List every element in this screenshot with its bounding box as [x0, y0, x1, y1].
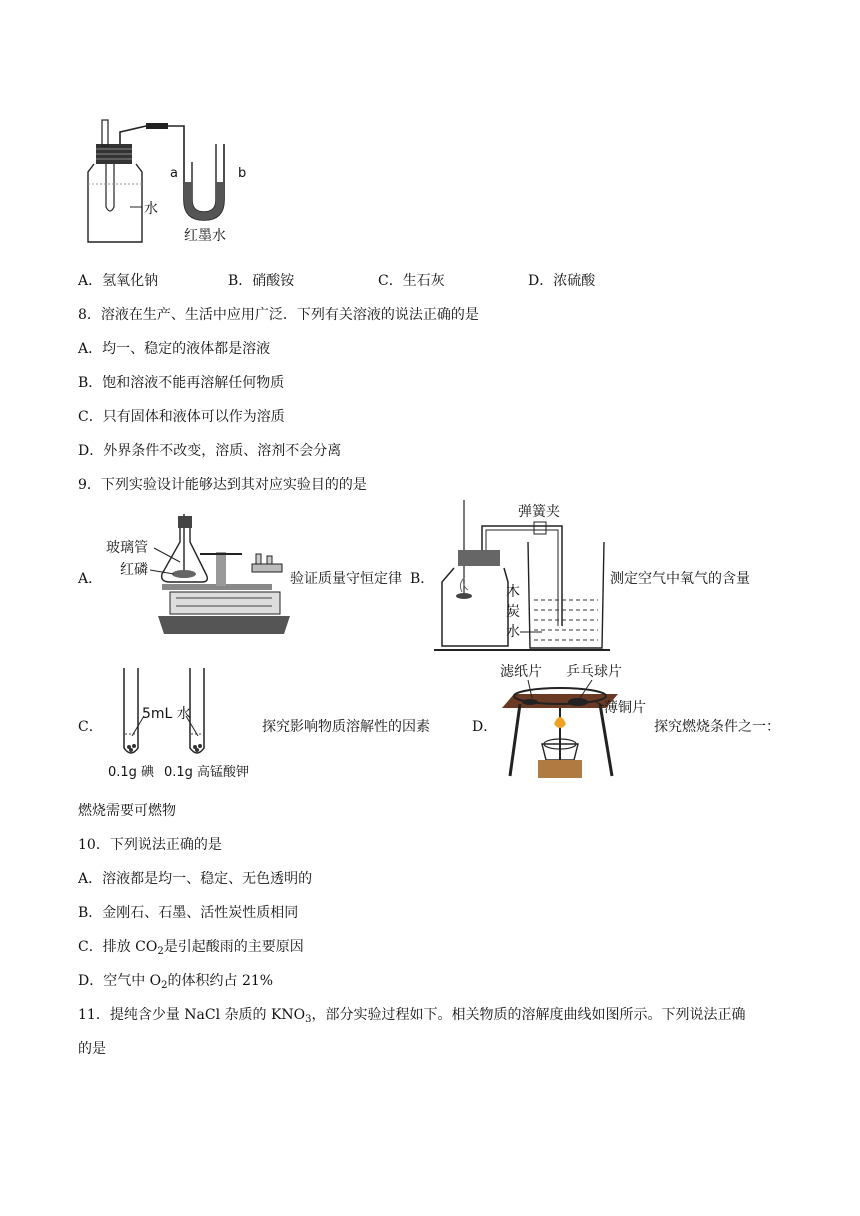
q9-balance-figure [104, 512, 290, 636]
q8-option-a: A．均一、稳定的液体都是溶液 [78, 341, 271, 357]
q9b-label-clip: 弹簧夹 [518, 504, 560, 520]
q9c-label-water: 5mL 水 [142, 706, 191, 722]
q9d-label-pingpong: 乒乓球片 [566, 664, 622, 680]
q11-stem: 11．提纯含少量 NaCl 杂质的 $KNO_3$，部分实验过程如下。相关物质的溶解度曲线如图所示。下列说法正确 [78, 1007, 746, 1025]
q9d-label-filter: 滤纸片 [500, 664, 542, 680]
q9c-label-iodine: 0.1g 碘 [108, 765, 155, 780]
q7-option-b: B．硝酸铵 [228, 273, 295, 289]
q7-label-water: 水 [144, 201, 158, 217]
q9-option-a-letter: A． [78, 571, 103, 587]
q9b-label-charcoal-2: 炭 [506, 604, 520, 620]
q9-option-a-desc: 验证质量守恒定律 [290, 571, 402, 587]
q9a-label-phosphorus: 红磷 [120, 562, 148, 578]
q9-option-b-desc: 测定空气中氧气的含量 [610, 571, 750, 587]
q9-option-d-desc: 探究燃烧条件之一： [654, 719, 780, 735]
q10-option-b: B．金刚石、石墨、活性炭性质相同 [78, 905, 299, 921]
q9d-label-copper: 薄铜片 [604, 700, 646, 716]
q9-oxygen-figure [434, 498, 610, 652]
q10-option-a: A．溶液都是均一、稳定、无色透明的 [78, 871, 313, 887]
q7-option-a: A．氢氧化钠 [78, 273, 159, 289]
q10-stem: 10．下列说法正确的是 [78, 837, 222, 853]
q7-apparatus-figure [80, 112, 260, 247]
q10-option-d: D．空气中 $O_2$的体积约占 21% [78, 973, 274, 991]
q7-label-b: b [238, 166, 247, 181]
q7-label-a: a [170, 166, 178, 181]
q8-option-d: D．外界条件不改变，溶质、溶剂不会分离 [78, 443, 342, 459]
q8-option-c: C．只有固体和液体可以作为溶质 [78, 409, 285, 425]
q9-combustion-figure [500, 660, 650, 784]
q9-option-c-letter: C． [78, 719, 103, 735]
q7-option-d: D．浓硫酸 [528, 273, 596, 289]
q11-stem-line2: 的是 [78, 1041, 106, 1057]
q9c-label-kmno4: 0.1g 高锰酸钾 [164, 765, 250, 780]
q9-solubility-figure [104, 664, 264, 784]
q9b-label-charcoal-1: 木 [506, 584, 520, 600]
q8-stem: 8．溶液在生产、生活中应用广泛．下列有关溶液的说法正确的是 [78, 307, 479, 323]
q7-option-c: C．生石灰 [378, 273, 445, 289]
q9-option-c-desc: 探究影响物质溶解性的因素 [262, 719, 430, 735]
q7-label-ink: 红墨水 [184, 228, 226, 244]
q9-stem: 9．下列实验设计能够达到其对应实验目的的是 [78, 477, 367, 493]
q10-option-c: C．排放 $CO_2$是引起酸雨的主要原因 [78, 939, 304, 957]
q8-option-b: B．饱和溶液不能再溶解任何物质 [78, 375, 285, 391]
q9-option-d-letter: D． [472, 719, 498, 735]
q9-option-d-desc-continued: 燃烧需要可燃物 [78, 803, 176, 819]
q9b-label-water: 水 [506, 624, 520, 640]
q9a-label-tube: 玻璃管 [106, 540, 148, 556]
q9-option-b-letter: B． [410, 571, 435, 587]
